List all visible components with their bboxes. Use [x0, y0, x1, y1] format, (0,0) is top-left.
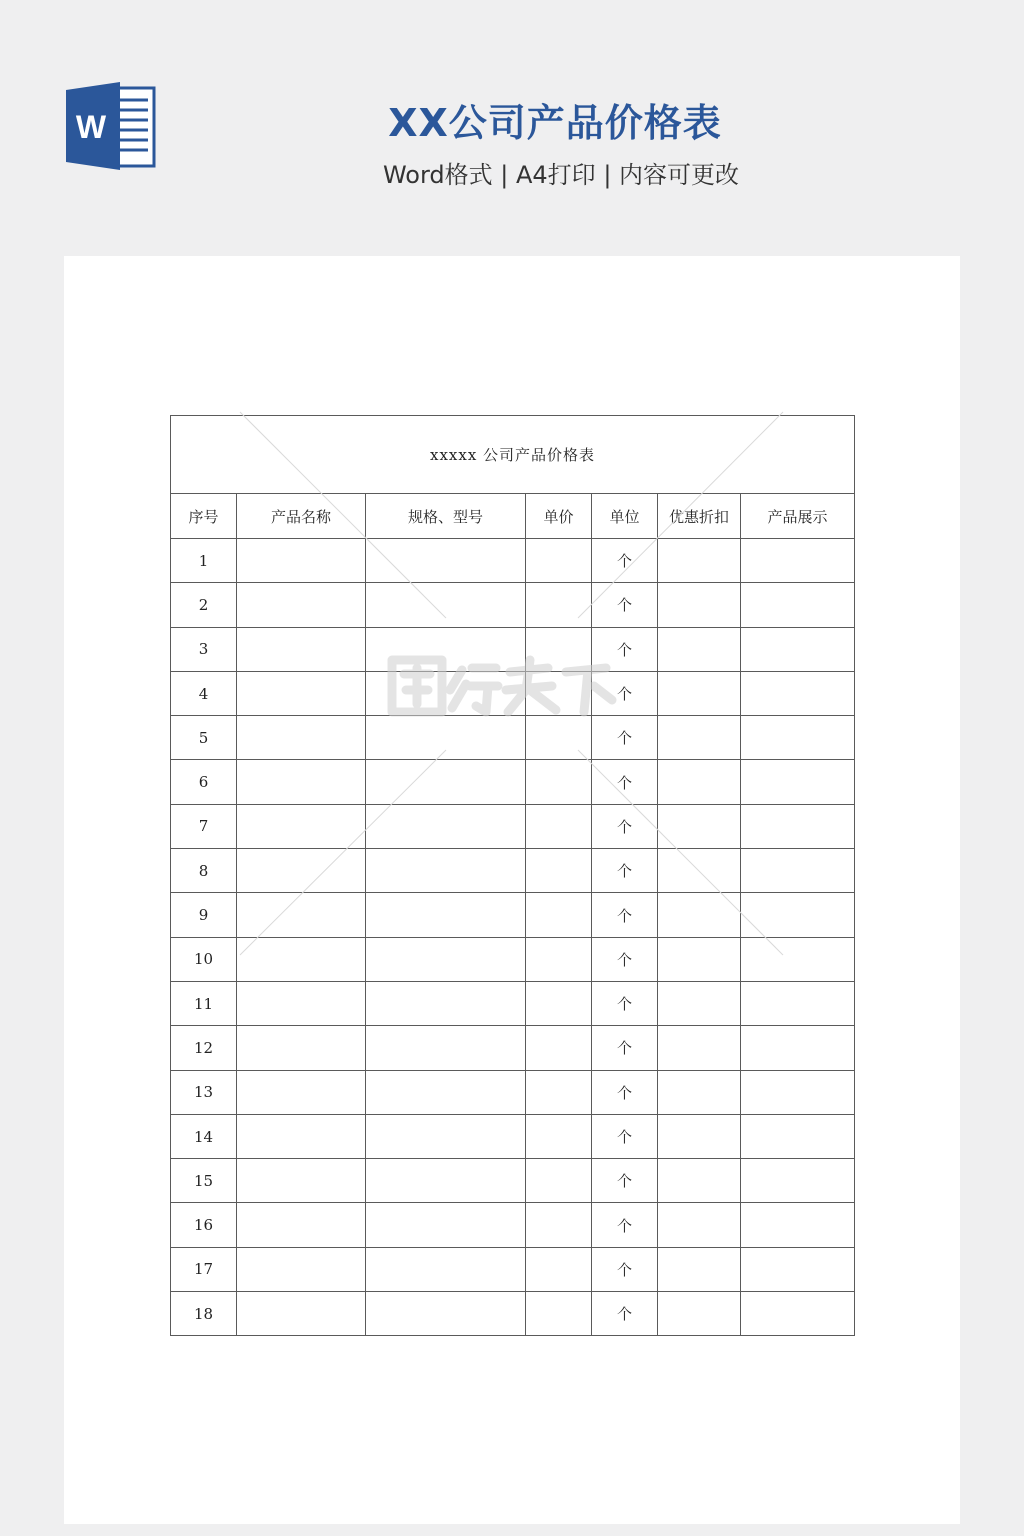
table-row	[171, 539, 855, 583]
display-cell	[741, 849, 855, 893]
table-header-row	[171, 494, 855, 539]
price-table	[170, 415, 855, 1336]
column-header-display: 产品展示	[741, 494, 855, 539]
unit-price-cell	[526, 1159, 592, 1203]
unit-cell: 个	[592, 893, 658, 937]
unit-price-cell	[526, 671, 592, 715]
display-cell	[741, 1114, 855, 1158]
row-number-cell: 18	[171, 1292, 237, 1336]
display-cell	[741, 804, 855, 848]
table-title-row	[171, 416, 855, 494]
product-name-cell	[237, 1203, 366, 1247]
unit-cell: 个	[592, 1292, 658, 1336]
spec-model-cell	[366, 1292, 526, 1336]
logo-letter: W	[75, 109, 107, 145]
unit-cell: 个	[592, 627, 658, 671]
unit-price-cell	[526, 893, 592, 937]
table-row	[171, 583, 855, 627]
spec-model-cell	[366, 1203, 526, 1247]
product-name-cell	[237, 849, 366, 893]
unit-price-cell	[526, 1070, 592, 1114]
unit-cell: 个	[592, 1070, 658, 1114]
display-cell	[741, 1070, 855, 1114]
spec-model-cell	[366, 937, 526, 981]
spec-model-cell	[366, 849, 526, 893]
display-cell	[741, 1026, 855, 1070]
unit-cell: 个	[592, 849, 658, 893]
product-name-cell	[237, 1159, 366, 1203]
unit-price-cell	[526, 1203, 592, 1247]
column-header-unit-price: 单价	[526, 494, 592, 539]
banner-subtitle: Word格式 | A4打印 | 内容可更改	[382, 161, 740, 189]
display-cell	[741, 760, 855, 804]
product-name-cell	[237, 1292, 366, 1336]
spec-model-cell	[366, 1159, 526, 1203]
unit-price-cell	[526, 1292, 592, 1336]
unit-price-cell	[526, 981, 592, 1025]
table-row	[171, 1203, 855, 1247]
product-name-cell	[237, 1114, 366, 1158]
product-name-cell	[237, 937, 366, 981]
display-cell	[741, 671, 855, 715]
table-row	[171, 1026, 855, 1070]
row-number-cell: 7	[171, 804, 237, 848]
discount-cell	[658, 627, 741, 671]
row-number-cell: 1	[171, 539, 237, 583]
unit-price-cell	[526, 760, 592, 804]
spec-model-cell	[366, 716, 526, 760]
unit-cell: 个	[592, 1247, 658, 1291]
unit-cell: 个	[592, 1026, 658, 1070]
table-row	[171, 627, 855, 671]
spec-model-cell	[366, 583, 526, 627]
discount-cell	[658, 1159, 741, 1203]
spec-model-cell	[366, 804, 526, 848]
row-number-cell: 9	[171, 893, 237, 937]
table-row	[171, 981, 855, 1025]
discount-cell	[658, 981, 741, 1025]
display-cell	[741, 893, 855, 937]
discount-cell	[658, 1114, 741, 1158]
product-name-cell	[237, 760, 366, 804]
table-row	[171, 1070, 855, 1114]
unit-price-cell	[526, 1114, 592, 1158]
table-row	[171, 671, 855, 715]
spec-model-cell	[366, 1026, 526, 1070]
discount-cell	[658, 716, 741, 760]
product-name-cell	[237, 981, 366, 1025]
row-number-cell: 14	[171, 1114, 237, 1158]
spec-model-cell	[366, 539, 526, 583]
unit-cell: 个	[592, 804, 658, 848]
unit-price-cell	[526, 1026, 592, 1070]
display-cell	[741, 1203, 855, 1247]
unit-cell: 个	[592, 1159, 658, 1203]
product-name-cell	[237, 716, 366, 760]
row-number-cell: 17	[171, 1247, 237, 1291]
row-number-cell: 6	[171, 760, 237, 804]
table-row	[171, 716, 855, 760]
discount-cell	[658, 804, 741, 848]
row-number-cell: 10	[171, 937, 237, 981]
column-header-discount: 优惠折扣	[658, 494, 741, 539]
unit-cell: 个	[592, 583, 658, 627]
unit-price-cell	[526, 849, 592, 893]
display-cell	[741, 1292, 855, 1336]
row-number-cell: 8	[171, 849, 237, 893]
spec-model-cell	[366, 1114, 526, 1158]
banner-title: XX公司产品价格表	[388, 101, 722, 145]
spec-model-cell	[366, 627, 526, 671]
spec-model-cell	[366, 760, 526, 804]
table-row	[171, 893, 855, 937]
spec-model-cell	[366, 671, 526, 715]
discount-cell	[658, 1026, 741, 1070]
table-row	[171, 937, 855, 981]
table-body	[171, 539, 855, 1336]
unit-cell: 个	[592, 716, 658, 760]
display-cell	[741, 1159, 855, 1203]
unit-price-cell	[526, 716, 592, 760]
display-cell	[741, 716, 855, 760]
row-number-cell: 13	[171, 1070, 237, 1114]
product-name-cell	[237, 539, 366, 583]
discount-cell	[658, 849, 741, 893]
discount-cell	[658, 671, 741, 715]
column-header-number: 序号	[171, 494, 237, 539]
unit-cell: 个	[592, 671, 658, 715]
table-row	[171, 1292, 855, 1336]
unit-price-cell	[526, 937, 592, 981]
row-number-cell: 3	[171, 627, 237, 671]
unit-price-cell	[526, 539, 592, 583]
display-cell	[741, 539, 855, 583]
discount-cell	[658, 583, 741, 627]
table-row	[171, 804, 855, 848]
column-header-product-name: 产品名称	[237, 494, 366, 539]
unit-price-cell	[526, 627, 592, 671]
discount-cell	[658, 1292, 741, 1336]
unit-cell: 个	[592, 760, 658, 804]
row-number-cell: 12	[171, 1026, 237, 1070]
column-header-unit: 单位	[592, 494, 658, 539]
unit-cell: 个	[592, 937, 658, 981]
product-name-cell	[237, 1247, 366, 1291]
discount-cell	[658, 893, 741, 937]
discount-cell	[658, 539, 741, 583]
spec-model-cell	[366, 981, 526, 1025]
discount-cell	[658, 760, 741, 804]
discount-cell	[658, 1247, 741, 1291]
spec-model-cell	[366, 1070, 526, 1114]
row-number-cell: 15	[171, 1159, 237, 1203]
product-name-cell	[237, 1070, 366, 1114]
column-header-spec-model: 规格、型号	[366, 494, 526, 539]
unit-cell: 个	[592, 1203, 658, 1247]
product-name-cell	[237, 1026, 366, 1070]
display-cell	[741, 1247, 855, 1291]
display-cell	[741, 627, 855, 671]
table-row	[171, 1247, 855, 1291]
table-row	[171, 1159, 855, 1203]
product-name-cell	[237, 804, 366, 848]
table-row	[171, 849, 855, 893]
product-name-cell	[237, 671, 366, 715]
unit-cell: 个	[592, 539, 658, 583]
discount-cell	[658, 1203, 741, 1247]
spec-model-cell	[366, 893, 526, 937]
product-name-cell	[237, 583, 366, 627]
discount-cell	[658, 1070, 741, 1114]
table-row	[171, 1114, 855, 1158]
unit-price-cell	[526, 804, 592, 848]
row-number-cell: 11	[171, 981, 237, 1025]
unit-cell: 个	[592, 1114, 658, 1158]
unit-cell: 个	[592, 981, 658, 1025]
table-title: xxxxx 公司产品价格表	[171, 416, 855, 494]
display-cell	[741, 937, 855, 981]
product-name-cell	[237, 627, 366, 671]
table-row	[171, 760, 855, 804]
display-cell	[741, 981, 855, 1025]
unit-price-cell	[526, 583, 592, 627]
display-cell	[741, 583, 855, 627]
row-number-cell: 16	[171, 1203, 237, 1247]
row-number-cell: 2	[171, 583, 237, 627]
spec-model-cell	[366, 1247, 526, 1291]
row-number-cell: 4	[171, 671, 237, 715]
unit-price-cell	[526, 1247, 592, 1291]
discount-cell	[658, 937, 741, 981]
product-name-cell	[237, 893, 366, 937]
row-number-cell: 5	[171, 716, 237, 760]
